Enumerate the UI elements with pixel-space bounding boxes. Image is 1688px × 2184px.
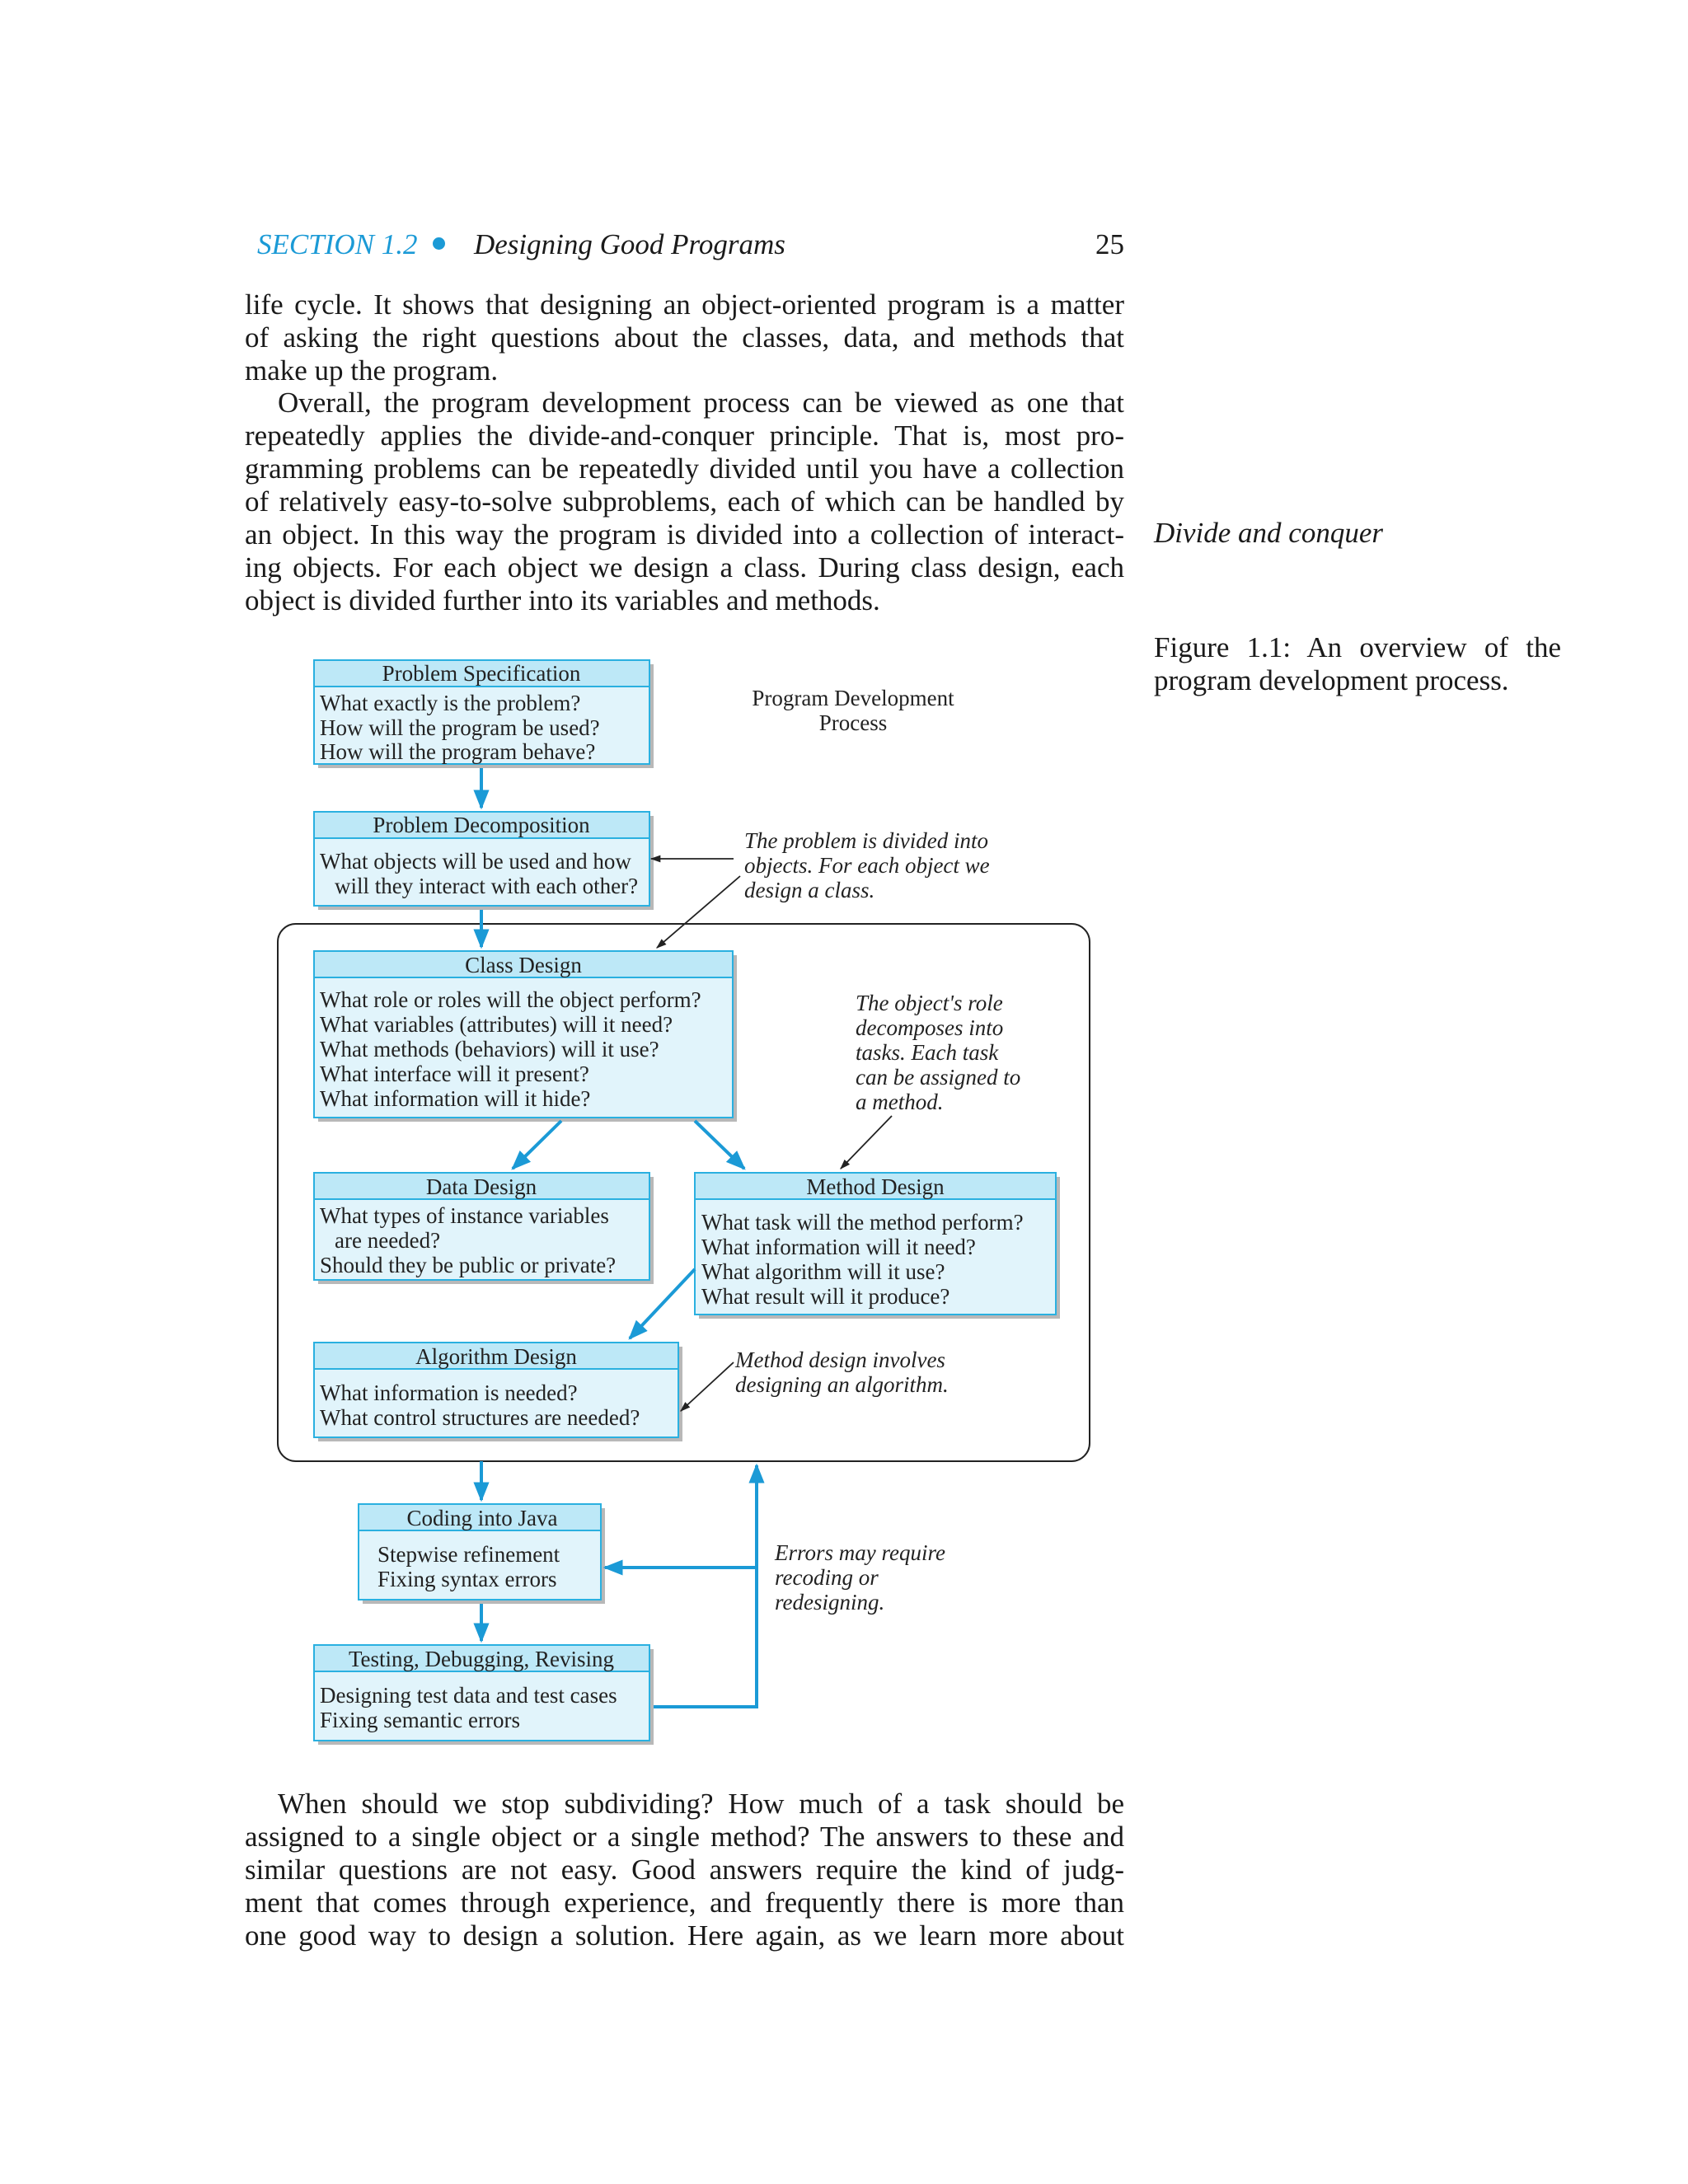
box-title: Algorithm Design xyxy=(415,1344,577,1369)
text-line: repeatedly applies the divide-and-conquer principle. That is, most pro- xyxy=(245,419,1124,452)
caption-line: program development process. xyxy=(1154,664,1509,696)
diagram-title-line: Process xyxy=(818,710,888,735)
annotation-line: design a class. xyxy=(744,878,875,902)
annotation-line: can be assigned to xyxy=(856,1065,1021,1090)
box-line: Fixing syntax errors xyxy=(377,1567,557,1591)
chapter-section-title: Designing Good Programs xyxy=(474,228,785,260)
algorithm-design-box xyxy=(314,1343,682,1441)
text-line: make up the program. xyxy=(245,354,499,387)
text-line: When should we stop subdividing? How much of a task should be xyxy=(278,1788,1124,1820)
box-line: Designing test data and test cases xyxy=(320,1683,617,1708)
box-line: What algorithm will it use? xyxy=(701,1259,945,1284)
box-line: What interface will it present? xyxy=(320,1062,589,1086)
diagram-title-line: Program Development xyxy=(752,686,954,710)
annotation-line: Method design involves xyxy=(735,1347,945,1372)
text-line: ing objects. For each object we design a class. During class design, each xyxy=(245,551,1124,583)
box-line: What information will it need? xyxy=(701,1235,976,1259)
annotation-arrows xyxy=(651,859,892,1411)
box-line: How will the program behave? xyxy=(320,739,596,764)
box-line: Fixing semantic errors xyxy=(320,1708,520,1732)
box-line: What methods (behaviors) will it use? xyxy=(320,1037,659,1062)
box-line: What result will it produce? xyxy=(701,1284,950,1309)
box-title: Problem Specification xyxy=(382,661,581,686)
annotation-line: objects. For each object we xyxy=(744,853,990,878)
text-line: life cycle. It shows that designing an object-oriented program is a matter xyxy=(245,288,1124,321)
text-line: assigned to a single object or a single method? The answers to these and xyxy=(245,1821,1124,1853)
annotation-line: recoding or xyxy=(775,1565,879,1590)
arrow-testing-to-redesign xyxy=(654,1465,757,1707)
text-line: an object. In this way the program is divided into a collection of interact- xyxy=(245,518,1124,551)
method-design-box xyxy=(695,1173,1060,1319)
problem-specification-box xyxy=(314,660,654,768)
annotation-line: The problem is divided into xyxy=(744,828,988,853)
box-title: Class Design xyxy=(465,953,582,977)
box-line: How will the program be used? xyxy=(320,715,600,740)
box-line: What objects will be used and how xyxy=(320,849,631,874)
arrow-class-to-data xyxy=(513,1121,561,1169)
annotation-line: redesigning. xyxy=(775,1590,885,1615)
text-line: similar questions are not easy. Good answers require the kind of judg- xyxy=(245,1854,1124,1886)
text-line: of relatively easy-to-solve subproblems, each of which can be handled by xyxy=(245,485,1124,518)
box-title: Data Design xyxy=(425,1174,537,1199)
text-line: ment that comes through experience, and frequently there is more than xyxy=(245,1886,1124,1919)
text-line: of asking the right questions about the classes, data, and methods that xyxy=(245,321,1124,354)
section-label: SECTION 1.2 xyxy=(257,228,418,260)
annotation-line: a method. xyxy=(856,1090,944,1114)
text-line: object is divided further into its variables and methods. xyxy=(245,584,880,616)
paragraph-3 xyxy=(245,1788,1124,1952)
arrow-class-to-method xyxy=(695,1121,744,1169)
box-title: Method Design xyxy=(806,1174,945,1199)
box-line: What types of instance variables xyxy=(320,1203,609,1228)
page-number: 25 xyxy=(1095,228,1124,260)
box-line: are needed? xyxy=(335,1228,441,1253)
text-line: gramming problems can be repeatedly divided until you have a collection xyxy=(245,452,1124,485)
text-line: one good way to design a solution. Here again, as we learn more about xyxy=(245,1919,1124,1952)
box-line: What task will the method perform? xyxy=(701,1210,1024,1235)
box-title: Testing, Debugging, Revising xyxy=(348,1647,615,1671)
margin-note: Divide and conquer xyxy=(1154,517,1383,549)
box-line: What information is needed? xyxy=(320,1380,578,1405)
testing-debugging-box xyxy=(314,1645,654,1745)
box-line: Should they be public or private? xyxy=(320,1253,617,1277)
box-line: What exactly is the problem? xyxy=(320,691,581,715)
box-line: will they interact with each other? xyxy=(335,874,639,898)
annotation-line: designing an algorithm. xyxy=(735,1372,949,1397)
box-line: What information will it hide? xyxy=(320,1086,591,1111)
box-line: What role or roles will the object perform? xyxy=(320,987,701,1012)
annotation-line: The object's role xyxy=(856,991,1003,1015)
text-line: Overall, the program development process can be viewed as one that xyxy=(278,387,1124,419)
annotation-line: tasks. Each task xyxy=(856,1040,999,1065)
annotation-line: decomposes into xyxy=(856,1015,1004,1040)
box-title: Coding into Java xyxy=(406,1506,558,1530)
box-line: What control structures are needed? xyxy=(320,1405,640,1430)
class-design-box xyxy=(314,951,737,1122)
data-design-box xyxy=(314,1173,654,1284)
coding-into-java-box xyxy=(359,1504,605,1604)
box-line: Stepwise refinement xyxy=(377,1542,560,1567)
caption-line: Figure 1.1: An overview of the xyxy=(1154,631,1561,663)
box-title: Problem Decomposition xyxy=(373,813,590,837)
annotation-line: Errors may require xyxy=(775,1540,945,1565)
box-line: What variables (attributes) will it need? xyxy=(320,1012,673,1037)
problem-decomposition-box xyxy=(314,812,654,910)
